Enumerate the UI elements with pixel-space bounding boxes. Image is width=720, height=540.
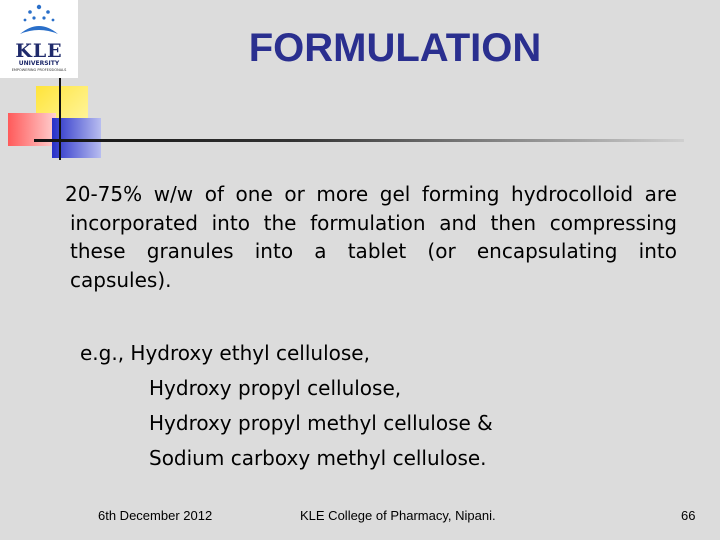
example-line: Hydroxy propyl methyl cellulose & — [149, 411, 493, 435]
kle-university-logo — [0, 0, 78, 78]
decorative-vertical-line — [59, 78, 61, 160]
example-line: e.g., Hydroxy ethyl cellulose, — [80, 341, 370, 365]
footer-date: 6th December 2012 — [98, 508, 213, 523]
body-paragraph: 20-75% w/w of one or more gel forming hydrocolloid are incorporated into the formulation and then compressing these granules into a tablet (or encapsulating into capsules). — [65, 182, 677, 292]
logo-name: KLE — [15, 40, 63, 62]
footer-institution: KLE College of Pharmacy, Nipani. — [300, 508, 496, 523]
figure-with-stars-icon — [0, 0, 78, 40]
title-underline — [34, 139, 684, 142]
slide-number: 66 — [681, 508, 696, 523]
example-line: Sodium carboxy methyl cellulose. — [149, 446, 487, 470]
logo-university: UNIVERSITY — [18, 60, 60, 67]
example-line: Hydroxy propyl cellulose, — [149, 376, 402, 400]
examples-list — [80, 336, 493, 476]
logo-tagline: EMPOWERING PROFESSIONALS — [11, 68, 67, 72]
slide-title: FORMULATION — [248, 26, 542, 70]
